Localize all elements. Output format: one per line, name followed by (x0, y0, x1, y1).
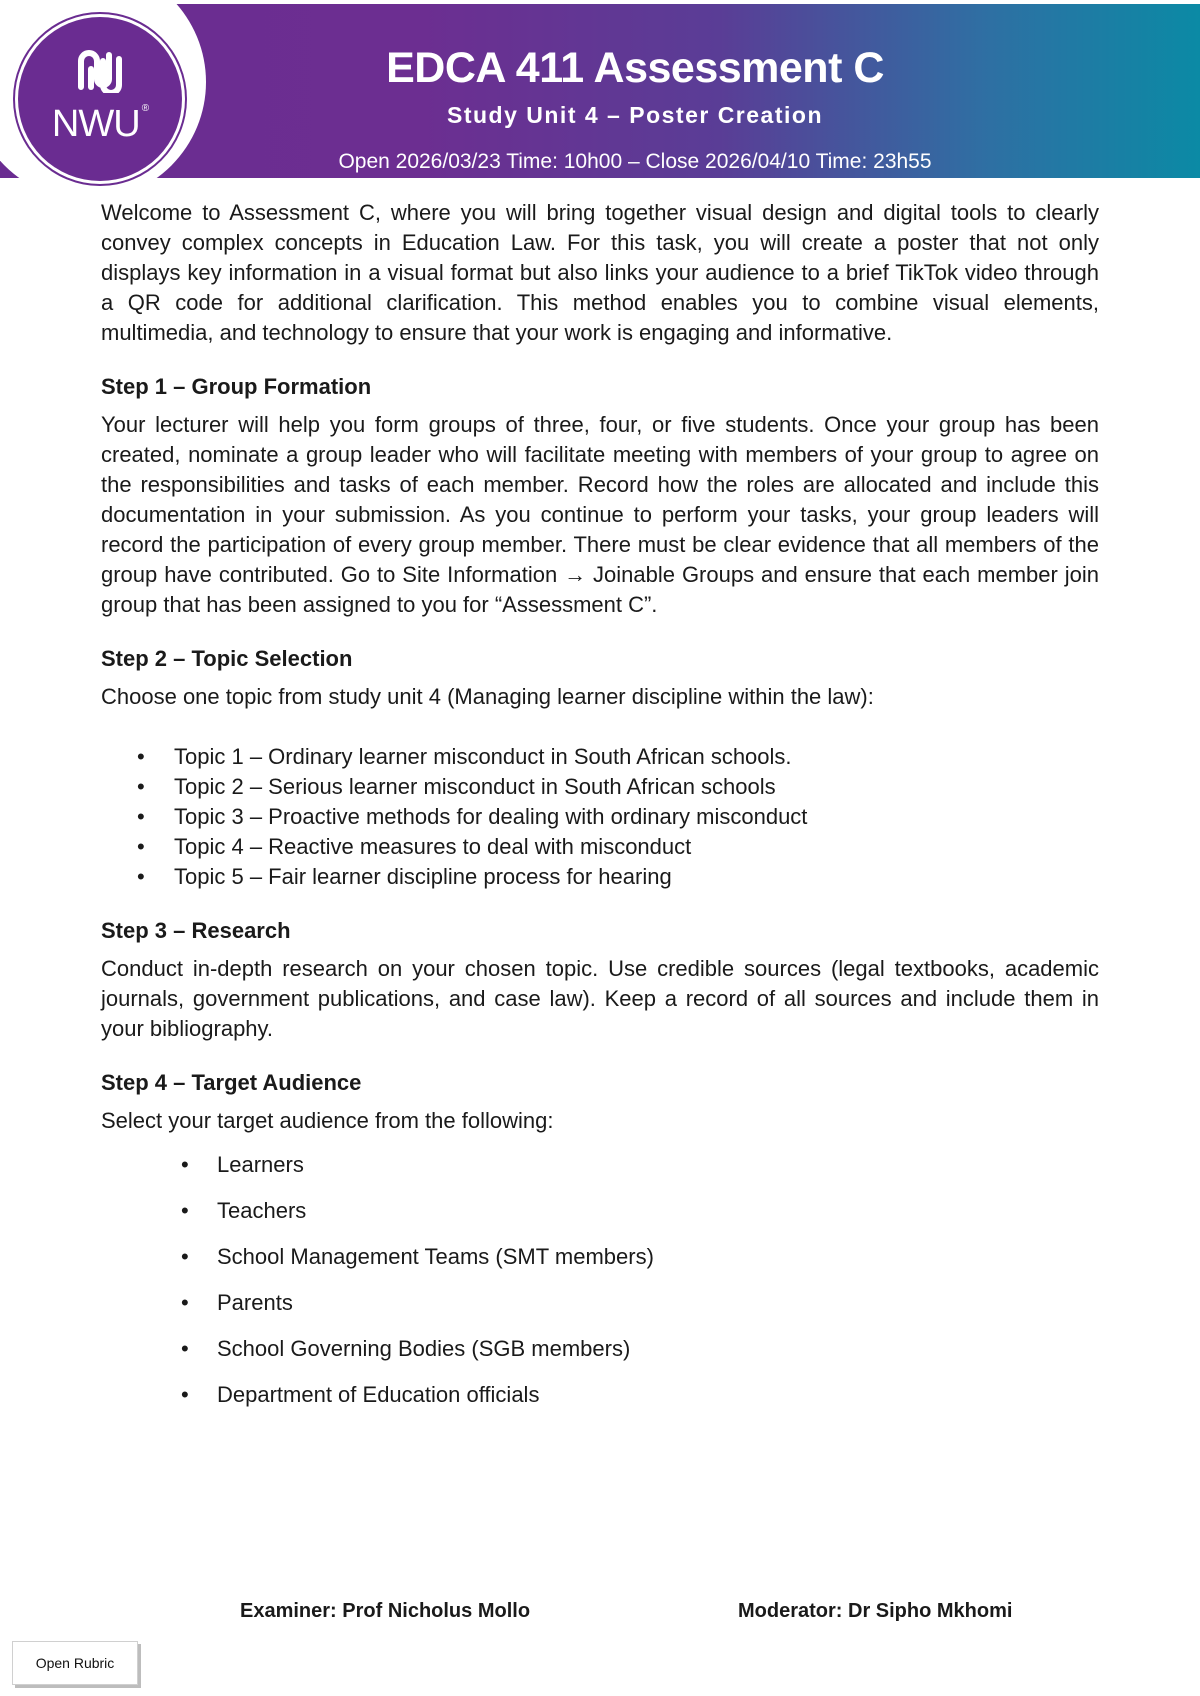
step-4-body: Select your target audience from the following: (101, 1108, 554, 1133)
audience-item: • Department of Education officials (101, 1380, 1099, 1410)
audience-item: • School Governing Bodies (SGB members) (101, 1334, 1099, 1364)
nwu-logo (18, 17, 182, 181)
audience-item: • Learners (101, 1150, 1099, 1180)
step-1-heading: Step 1 – Group Formation (101, 374, 372, 399)
header-banner (0, 4, 1200, 178)
step-3-heading: Step 3 – Research (101, 918, 291, 943)
nwu-emblem-icon (75, 47, 125, 93)
open-rubric-button[interactable]: Open Rubric (12, 1641, 138, 1685)
page-title: EDCA 411 Assessment C (386, 44, 884, 92)
audience-list (101, 1150, 1099, 1410)
topic-item: • Topic 3 – Proactive methods for dealing with ordinary misconduct (101, 802, 1099, 832)
audience-item: • Parents (101, 1288, 1099, 1318)
topic-item: • Topic 2 – Serious learner misconduct in South African schools (101, 772, 1099, 802)
assessment-dates: Open 2026/03/23 Time: 10h00 – Close 2026/04/10 Time: 23h55 (338, 150, 932, 173)
step-2-heading: Step 2 – Topic Selection (101, 646, 353, 671)
document-body (101, 198, 1099, 1426)
registered-mark: ® (141, 103, 149, 114)
step-1-body: Your lecturer will help you form groups of three, four, or five students. Once your group has been created, nominate a group leader who will facilitate meeting with members of your group to agree on the responsibilities and tasks of each member. Record how the roles are allocated and include this documentation in your submission. As you continue to perform your tasks, your group leaders will record the participation of every group member. There must be clear evidence that all members of the group have contributed. Go to Site Information → Joinable Groups and ensure that each member join group that has been assigned to you for “Assessment C”. (101, 412, 1099, 617)
step-2-body: Choose one topic from study unit 4 (Managing learner discipline within the law): (101, 684, 874, 709)
logo-wordmark: NWU ® (51, 103, 149, 145)
audience-item: • School Management Teams (SMT members) (101, 1242, 1099, 1272)
topic-item: • Topic 5 – Fair learner discipline process for hearing (101, 862, 1099, 892)
page-subtitle: Study Unit 4 – Poster Creation (446, 102, 823, 128)
audience-item: • Teachers (101, 1196, 1099, 1226)
step-3-body: Conduct in-depth research on your chosen topic. Use credible sources (legal textbooks, academic journals, government publications, and case law). Keep a record of all sources and include them in your bibliography. (101, 956, 1099, 1041)
moderator-signature: Moderator: Dr Sipho Mkhomi (738, 1600, 1013, 1622)
topic-item: • Topic 4 – Reactive measures to deal with misconduct (101, 832, 1099, 862)
step-4-heading: Step 4 – Target Audience (101, 1070, 362, 1095)
intro-paragraph: Welcome to Assessment C, where you will bring together visual design and digital tools to clearly convey complex concepts in Education Law. For this task, you will create a poster that not only displays key information in a visual format but also links your audience to a brief TikTok video through a QR code for additional clarification. This method enables you to combine visual elements, multimedia, and technology to ensure that your work is engaging and informative. (101, 200, 1099, 345)
examiner-signature: Examiner: Prof Nicholus Mollo (240, 1600, 531, 1622)
topic-list (101, 742, 1099, 892)
topic-item: • Topic 1 – Ordinary learner misconduct in South African schools. (101, 742, 1099, 772)
